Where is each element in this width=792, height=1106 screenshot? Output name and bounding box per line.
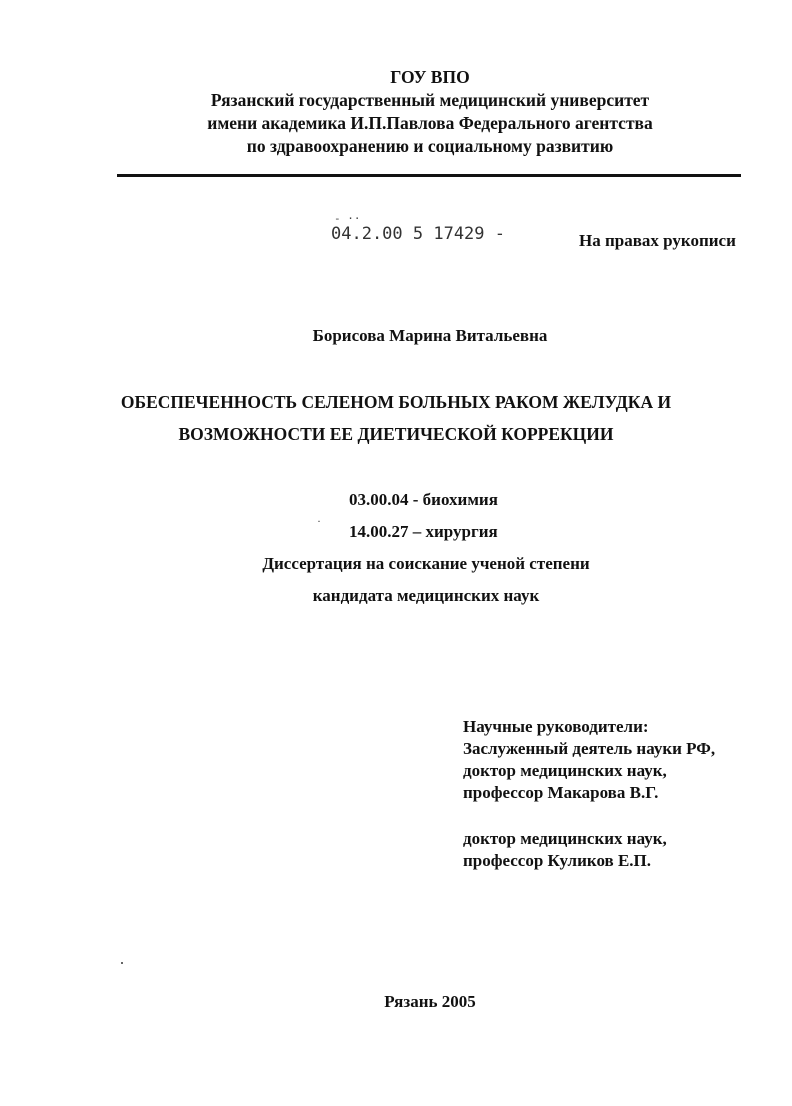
dissertation-title: [0, 386, 792, 450]
author-name: Борисова Марина Витальевна: [312, 326, 548, 345]
supervisor-spacer: [463, 804, 715, 828]
specialty-codes: [349, 484, 498, 548]
header-divider: [117, 174, 741, 177]
org-line-4: по здравоохранению и социальному развитию: [246, 136, 614, 156]
organization-header: [70, 66, 790, 158]
rights-note: На правах рукописи: [579, 231, 736, 250]
degree-line-1: Диссертация на соискание ученой степени: [262, 554, 590, 573]
stray-mark: ·: [317, 514, 321, 528]
supervisors-heading: Научные руководители:: [463, 717, 649, 736]
specialty-1: 03.00.04 - биохимия: [349, 490, 498, 509]
supervisor-1-line-3: профессор Макарова В.Г.: [463, 783, 659, 802]
org-line-2: Рязанский государственный медицинский университет: [210, 90, 650, 110]
title-line-2: ВОЗМОЖНОСТИ ЕЕ ДИЕТИЧЕСКОЙ КОРРЕКЦИИ: [178, 424, 614, 444]
specialty-2: 14.00.27 – хирургия: [349, 522, 498, 541]
org-line-3: имени академика И.П.Павлова Федерального агентства: [207, 113, 653, 133]
degree-statement: [30, 548, 792, 612]
title-line-1: ОБЕСПЕЧЕННОСТЬ СЕЛЕНОМ БОЛЬНЫХ РАКОМ ЖЕЛУДКА И: [120, 392, 672, 412]
supervisor-1-line-1: Заслуженный деятель науки РФ,: [463, 739, 716, 758]
registry-stamp: [331, 212, 505, 244]
supervisor-2-line-1: доктор медицинских наук,: [463, 829, 667, 848]
supervisor-2-line-2: профессор Куликов Е.П.: [463, 851, 652, 870]
degree-line-2: кандидата медицинских наук: [312, 586, 540, 605]
supervisors-block: [463, 716, 715, 872]
scan-speck: [121, 962, 123, 964]
registry-code: 04.2.00 5 17429 -: [331, 224, 505, 244]
org-line-1: ГОУ ВПО: [390, 67, 470, 87]
registry-stamp-marks: - ··: [334, 212, 361, 225]
city-year: Рязань 2005: [384, 992, 476, 1011]
supervisor-1-line-2: доктор медицинских наук,: [463, 761, 667, 780]
